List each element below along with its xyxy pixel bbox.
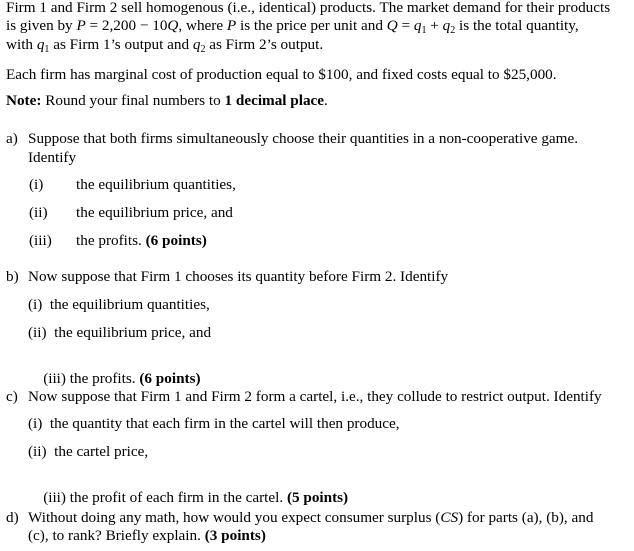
part-a-item-1-text: the equilibrium quantities, [76,176,236,193]
intro-text: with [6,36,37,53]
math-var-q: Q [167,17,179,34]
math-subscript: 2 [450,25,456,36]
math-var-p: P [76,17,86,34]
part-d-text: Without doing any math, how would you expect consumer surplus ( [28,509,441,526]
part-b-item-2: (ii) the equilibrium price, and [28,324,212,341]
part-d-label: d) [6,509,19,526]
part-a-item-2-number: (ii) [29,204,48,221]
math-expression: = [397,17,414,34]
part-c-item-1: (i) the quantity that each firm in the cartel will then produce, [28,415,400,432]
part-a-line-1: Suppose that both firms simultaneously choose their quantities in a non-cooperative game. [28,130,579,147]
note-label: Note: [6,92,42,109]
intro-text: as Firm 2’s output. [205,36,324,53]
part-c-line-1: Now suppose that Firm 1 and Firm 2 form a cartel, i.e., they collude to restrict output. Identify [28,388,602,405]
math-subscript: 2 [200,44,206,55]
part-a-item-2-text: the equilibrium price, and [76,204,233,221]
intro-text: is the total quantity, [455,17,579,34]
intro-line-1 [6,0,610,17]
math-var-p: P [226,17,237,34]
part-b-label: b) [6,268,19,285]
math-var-q: Q [386,17,398,34]
part-c-item-2: (ii) the cartel price, [28,443,149,460]
part-c-item-3-text: (iii) the profit of each firm in the cartel. [43,489,287,506]
part-a-item-3-text: the profits. [76,232,146,249]
math-var-q1: q [36,36,45,53]
points-badge: (5 points) [286,489,349,506]
part-d-line-1 [28,509,593,527]
note-line [6,92,328,110]
intro-text: as Firm 1’s output and [49,36,193,53]
part-d-text: ) for parts (a), (b), and [458,509,594,526]
math-expression: + [426,17,443,34]
part-a-item-1-number: (i) [29,176,44,193]
part-b-item-3-text: (iii) the profits. [43,370,140,387]
part-a-item-3 [76,232,207,250]
part-a-label: a) [6,130,18,147]
intro-text: is the price per unit and [236,17,387,34]
part-c-label: c) [6,388,18,405]
part-b-item-1: (i) the equilibrium quantities, [28,296,210,313]
points-badge: (3 points) [204,527,266,544]
intro-text: Firm 1 and Firm 2 sell homogenous (i.e., identical) products. The market demand for their products [6,0,611,16]
math-var-q2: q [442,17,451,34]
math-var-cs: CS [440,509,459,526]
intro-text: is given by [6,17,77,34]
intro-line-3 [6,36,323,54]
note-text: Round your final numbers to [41,92,225,109]
part-a-line-2: Identify [28,149,77,166]
intro-text: , where [178,17,227,34]
math-subscript: 1 [421,25,427,36]
note-text: . [324,92,328,109]
costs-text: Each firm has marginal cost of production equal to $100, and fixed costs equal to $25,000. [6,66,557,83]
part-a-item-3-number: (iii) [29,232,52,249]
part-b-line-1: Now suppose that Firm 1 chooses its quantity before Firm 2. Identify [28,268,449,285]
math-var-q1: q [413,17,422,34]
costs-line [6,66,557,84]
points-badge: (6 points) [139,370,201,387]
intro-line-2 [6,17,579,35]
math-var-q2: q [192,36,201,53]
math-subscript: 1 [44,44,50,55]
math-expression: = 2,200 − 10 [85,17,168,34]
part-d-text: (c), to rank? Briefly explain. [28,527,205,544]
note-emphasis: 1 decimal place [224,92,325,109]
part-d-line-2 [28,527,266,545]
points-badge: (6 points) [145,232,207,249]
